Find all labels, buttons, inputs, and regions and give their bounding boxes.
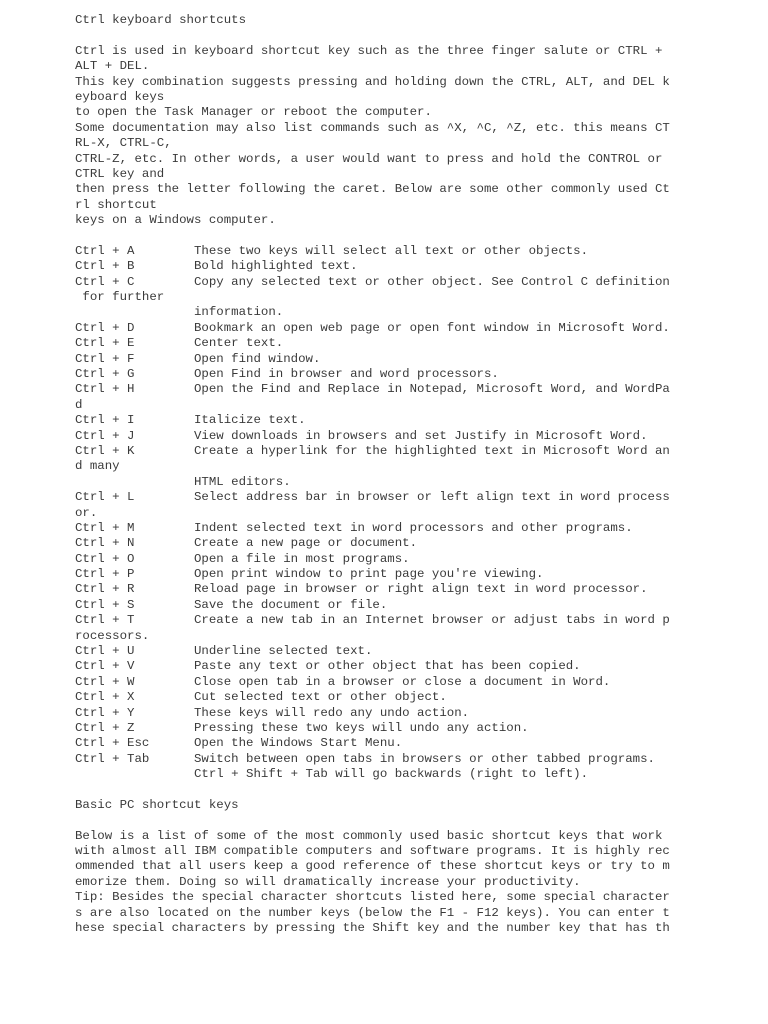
intro-line: then press the letter following the caret. Below are some other commonly used Ct: [75, 182, 670, 197]
shortcut-line: Ctrl + J View downloads in browsers and set Justify in Microsoft Word.: [75, 428, 648, 443]
intro-line: Ctrl is used in keyboard shortcut key such as the three finger salute or CTRL +: [75, 43, 663, 58]
shortcut-line: for further: [75, 290, 165, 305]
shortcut-line: d many: [75, 459, 120, 474]
shortcut-line: Ctrl + R Reload page in browser or right align text in word processor.: [75, 582, 648, 597]
shortcut-line: Ctrl + K Create a hyperlink for the highlighted text in Microsoft Word an: [75, 443, 670, 458]
shortcut-line: Ctrl + P Open print window to print page you're viewing.: [75, 567, 544, 582]
section-line: Tip: Besides the special character shortcuts listed here, some special character: [75, 890, 670, 905]
shortcut-list: [75, 244, 695, 783]
section-heading: Basic PC shortcut keys: [75, 797, 239, 812]
section-paragraph: [75, 829, 695, 937]
shortcut-line: Ctrl + Esc Open the Windows Start Menu.: [75, 736, 403, 751]
intro-line: eyboard keys: [75, 89, 165, 104]
shortcut-line: Ctrl + G Open Find in browser and word processors.: [75, 366, 499, 381]
section-line: with almost all IBM compatible computers and software programs. It is highly rec: [75, 844, 670, 859]
intro-line: keys on a Windows computer.: [75, 213, 276, 228]
intro-line: ALT + DEL.: [75, 59, 150, 74]
shortcut-line: Ctrl + X Cut selected text or other object.: [75, 690, 447, 705]
section-line: ommended that all users keep a good reference of these shortcut keys or try to m: [75, 859, 670, 874]
spacer: [75, 28, 695, 43]
shortcut-line: HTML editors.: [75, 474, 291, 489]
shortcut-line: Ctrl + N Create a new page or document.: [75, 536, 418, 551]
shortcut-line: or.: [75, 505, 98, 520]
shortcut-line: Ctrl + F Open find window.: [75, 351, 321, 366]
shortcut-line: information.: [75, 305, 284, 320]
shortcut-line: Ctrl + V Paste any text or other object that has been copied.: [75, 659, 581, 674]
shortcut-line: Ctrl + O Open a file in most programs.: [75, 551, 410, 566]
spacer: [75, 783, 695, 798]
shortcut-line: Ctrl + Shift + Tab will go backwards (right to left).: [75, 767, 589, 782]
intro-line: CTRL-Z, etc. In other words, a user would want to press and hold the CONTROL or: [75, 151, 663, 166]
shortcut-line: Ctrl + U Underline selected text.: [75, 644, 373, 659]
intro-line: to open the Task Manager or reboot the computer.: [75, 105, 432, 120]
shortcut-line: Ctrl + C Copy any selected text or other object. See Control C definition: [75, 274, 670, 289]
intro-line: CTRL key and: [75, 166, 165, 181]
shortcut-line: Ctrl + E Center text.: [75, 336, 284, 351]
shortcut-line: d: [75, 397, 83, 412]
section-line: emorize them. Doing so will dramatically increase your productivity.: [75, 874, 581, 889]
intro-line: rl shortcut: [75, 197, 157, 212]
section-line: Below is a list of some of the most commonly used basic shortcut keys that work: [75, 828, 663, 843]
page-title: Ctrl keyboard shortcuts: [75, 13, 247, 27]
section-line: hese special characters by pressing the Shift key and the number key that has th: [75, 921, 670, 936]
shortcut-line: Ctrl + L Select address bar in browser or left align text in word process: [75, 490, 670, 505]
spacer: [75, 228, 695, 243]
shortcut-line: Ctrl + D Bookmark an open web page or open font window in Microsoft Word.: [75, 320, 670, 335]
shortcut-line: Ctrl + I Italicize text.: [75, 413, 306, 428]
shortcut-line: Ctrl + B Bold highlighted text.: [75, 259, 358, 274]
intro-line: Some documentation may also list commands such as ^X, ^C, ^Z, etc. this means CT: [75, 120, 670, 135]
shortcut-line: Ctrl + Tab Switch between open tabs in browsers or other tabbed programs.: [75, 751, 655, 766]
shortcut-line: Ctrl + Z Pressing these two keys will undo any action.: [75, 720, 529, 735]
intro-line: This key combination suggests pressing and holding down the CTRL, ALT, and DEL k: [75, 74, 670, 89]
shortcut-line: rocessors.: [75, 628, 150, 643]
shortcut-line: Ctrl + T Create a new tab in an Internet browser or adjust tabs in word p: [75, 613, 670, 628]
shortcut-line: Ctrl + M Indent selected text in word processors and other programs.: [75, 520, 633, 535]
spacer: [75, 813, 695, 828]
shortcut-line: Ctrl + A These two keys will select all text or other objects.: [75, 243, 589, 258]
intro-paragraph: [75, 44, 695, 229]
section-line: s are also located on the number keys (below the F1 - F12 keys). You can enter t: [75, 905, 670, 920]
shortcut-line: Ctrl + W Close open tab in a browser or close a document in Word.: [75, 674, 611, 689]
shortcut-line: Ctrl + H Open the Find and Replace in Notepad, Microsoft Word, and WordPa: [75, 382, 670, 397]
intro-line: RL-X, CTRL-C,: [75, 136, 172, 151]
document-page: [75, 13, 695, 936]
shortcut-line: Ctrl + Y These keys will redo any undo action.: [75, 705, 470, 720]
shortcut-line: Ctrl + S Save the document or file.: [75, 597, 388, 612]
